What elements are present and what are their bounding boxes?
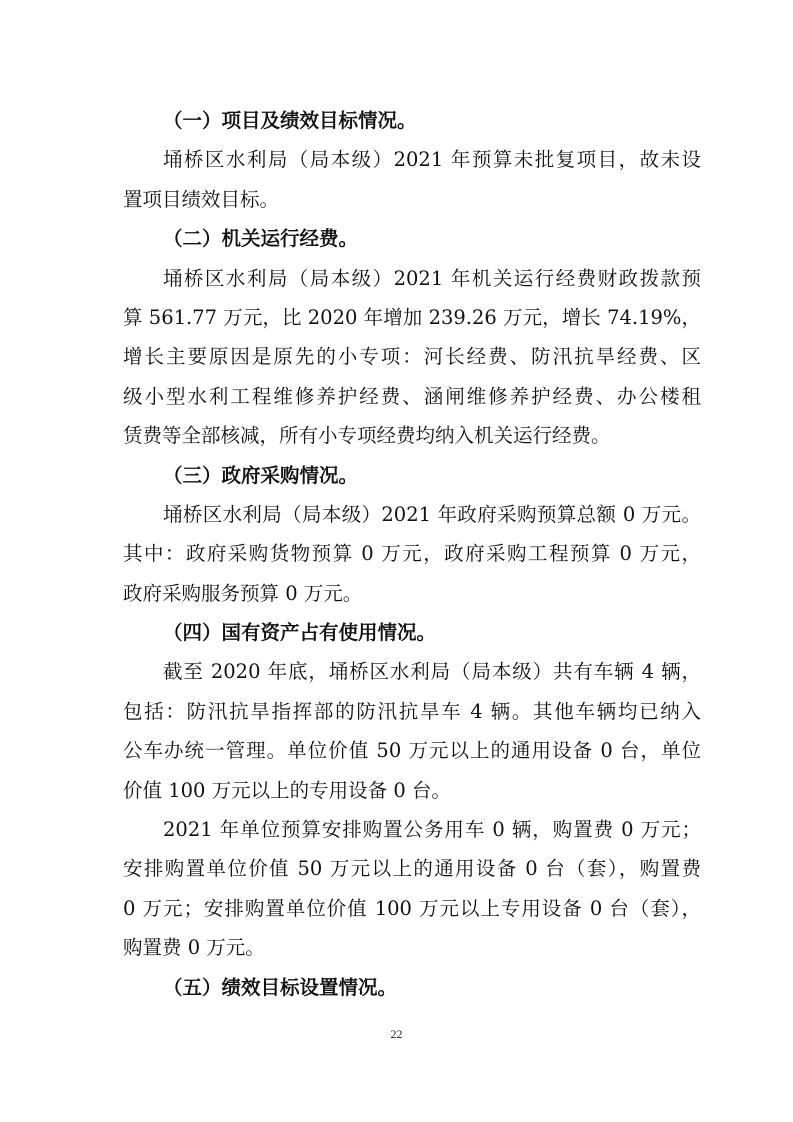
paragraph-line: 赁费等全部核减，所有小专项经费均纳入机关运行经费。 xyxy=(123,424,611,448)
section-heading: （二）机关运行经费。 xyxy=(163,227,359,251)
section-heading: （一）项目及绩效目标情况。 xyxy=(163,109,417,132)
paragraph-line: 算 561.77 万元，比 2020 年增加 239.26 万元，增长 74.19%， xyxy=(123,305,701,329)
paragraph-line: 公车办统一管理。单位价值 50 万元以上的通用设备 0 台，单位 xyxy=(123,739,701,763)
paragraph-line: 置项目绩效目标。 xyxy=(123,187,280,211)
paragraph-line: 截至 2020 年底，埇桥区水利局（局本级）共有车辆 4 辆， xyxy=(163,660,701,684)
paragraph-line: 埇桥区水利局（局本级）2021 年政府采购预算总额 0 万元。 xyxy=(163,502,701,526)
paragraph-line: 埇桥区水利局（局本级）2021 年预算未批复项目，故未设 xyxy=(163,148,701,172)
paragraph-line: 2021 年单位预算安排购置公务用车 0 辆，购置费 0 万元； xyxy=(163,818,701,842)
section-heading: （四）国有资产占有使用情况。 xyxy=(163,621,437,645)
paragraph-line: 增长主要原因是原先的小专项：河长经费、防汛抗旱经费、区 xyxy=(123,345,701,369)
paragraph-line: 级小型水利工程维修养护经费、涵闸维修养护经费、办公楼租 xyxy=(123,384,701,408)
document-body xyxy=(123,101,701,1007)
section-heading: （三）政府采购情况。 xyxy=(163,463,359,487)
section-heading: （五）绩效目标设置情况。 xyxy=(163,975,398,999)
paragraph-line: 购置费 0 万元。 xyxy=(123,936,265,960)
paragraph-line: 0 万元；安排购置单位价值 100 万元以上专用设备 0 台（套）， xyxy=(123,896,701,920)
paragraph-line: 安排购置单位价值 50 万元以上的通用设备 0 台（套），购置费 xyxy=(123,857,701,881)
paragraph-line: 包括：防汛抗旱指挥部的防汛抗旱车 4 辆。其他车辆均已纳入 xyxy=(123,699,701,723)
paragraph-line: 价值 100 万元以上的专用设备 0 台。 xyxy=(123,778,451,802)
paragraph-line: 其中：政府采购货物预算 0 万元，政府采购工程预算 0 万元， xyxy=(123,542,701,566)
page-number: 22 xyxy=(390,1027,403,1041)
paragraph-line: 埇桥区水利局（局本级）2021 年机关运行经费财政拨款预 xyxy=(163,266,701,290)
paragraph-line: 政府采购服务预算 0 万元。 xyxy=(123,581,363,605)
